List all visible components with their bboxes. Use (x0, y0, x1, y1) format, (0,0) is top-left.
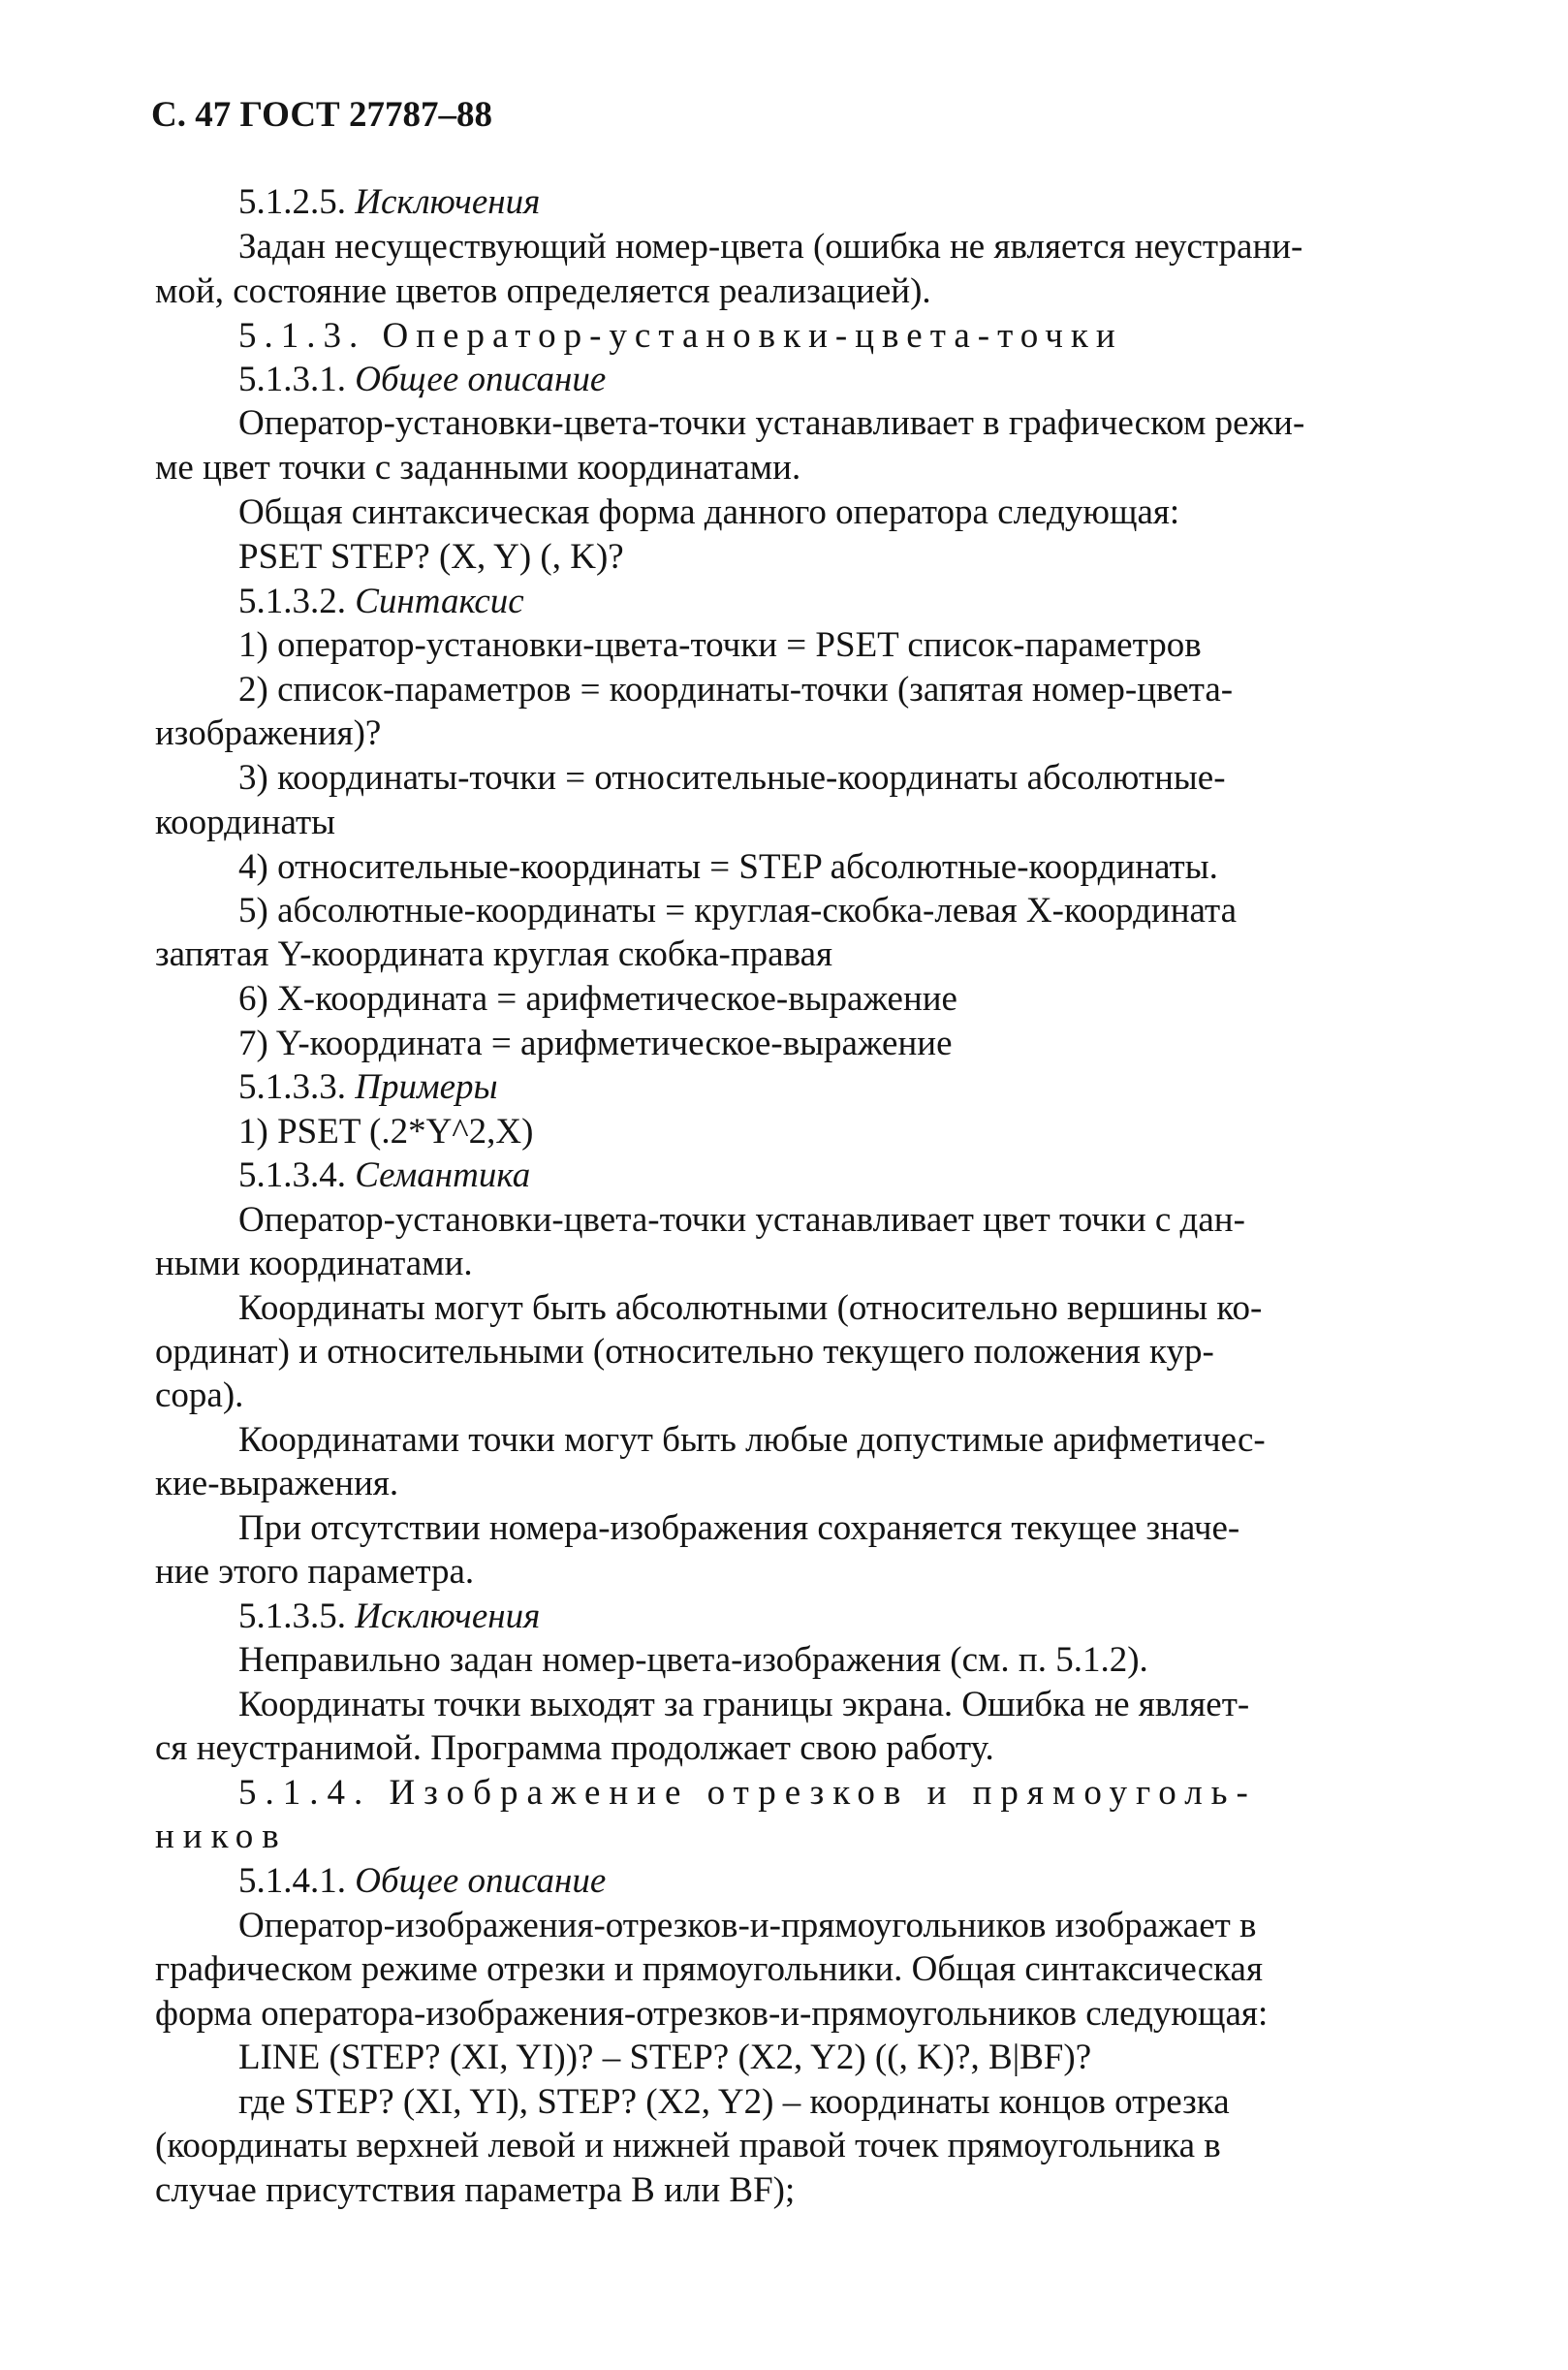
subsection-number: 5.1.3.1. (238, 360, 346, 399)
text-line: ными координатами. (155, 1244, 473, 1283)
section-heading-continuation: ников (155, 1817, 288, 1856)
text-line: При отсутствии номера-изображения сохраняется текущее значе- (238, 1508, 1240, 1548)
text-line: кие-выражения. (155, 1464, 399, 1503)
text-line: ся неустранимой. Программа продолжает свою работу. (155, 1728, 994, 1768)
subsection-number: 5.1.3.3. (238, 1067, 346, 1107)
syntax-rule: 4) относительные-координаты = STEP абсолютные-координаты. (238, 847, 1218, 887)
subsection-5-1-3-5 (238, 1598, 540, 1634)
subsection-number: 5.1.3.2. (238, 582, 346, 621)
subsection-title: Общее описание (355, 1861, 607, 1901)
text-line: изображения)? (155, 713, 382, 753)
text-line: сора). (155, 1375, 244, 1415)
syntax-rule: 3) координаты-точки = относительные-координаты абсолютные- (238, 758, 1226, 798)
text-line: Координаты могут быть абсолютными (относительно вершины ко- (238, 1288, 1263, 1328)
subsection-number: 5.1.3.5. (238, 1596, 346, 1636)
subsection-title: Семантика (355, 1155, 531, 1195)
subsection-5-1-3-3 (238, 1069, 498, 1105)
text-line: Задан несуществующий номер-цвета (ошибка не является неустрани- (238, 227, 1303, 267)
subsection-number: 5.1.2.5. (238, 182, 346, 222)
text-line: Общая синтаксическая форма данного оператора следующая: (238, 492, 1180, 532)
text-line: форма оператора-изображения-отрезков-и-прямоугольников следующая: (155, 1994, 1269, 2034)
subsection-title: Исключения (355, 182, 541, 222)
subsection-number: 5.1.3.4. (238, 1155, 346, 1195)
text-line: ме цвет точки с заданными координатами. (155, 448, 801, 488)
subsection-5-1-3-4 (238, 1157, 530, 1193)
subsection-5-1-2-5 (238, 184, 540, 220)
section-heading-5-1-3: 5.1.3. Оператор-установки-цвета-точки (238, 316, 1123, 356)
syntax-rule: 5) абсолютные-координаты = круглая-скобка-левая X-координата (238, 891, 1238, 931)
text-line: Оператор-установки-цвета-точки устанавливает цвет точки с дан- (238, 1200, 1245, 1240)
syntax-rule: 6) X-координата = арифметическое-выражение (238, 979, 957, 1019)
text-line: ние этого параметра. (155, 1552, 475, 1592)
text-line: мой, состояние цветов определяется реализацией). (155, 271, 931, 311)
subsection-5-1-3-2 (238, 584, 524, 619)
subsection-title: Примеры (355, 1067, 498, 1107)
text-line: Оператор-изображения-отрезков-и-прямоугольников изображает в (238, 1906, 1257, 1945)
text-line: (координаты верхней левой и нижней правой точек прямоугольника в (155, 2126, 1221, 2165)
text-line: ординат) и относительными (относительно текущего положения кур- (155, 1332, 1214, 1372)
page-header: С. 47 ГОСТ 27787–88 (151, 95, 492, 135)
text-line: случае присутствия параметра B или BF); (155, 2170, 796, 2210)
subsection-title: Общее описание (355, 360, 607, 399)
syntax-rule: 7) Y-координата = арифметическое-выражение (238, 1024, 953, 1063)
section-heading-5-1-4: 5.1.4. Изображение отрезков и прямоуголь- (238, 1773, 1257, 1813)
text-line: Координаты точки выходят за границы экрана. Ошибка не являет- (238, 1685, 1250, 1724)
text-line: Оператор-установки-цвета-точки устанавливает в графическом режи- (238, 403, 1305, 443)
syntax-rule: 1) оператор-установки-цвета-точки = PSET список-параметров (238, 625, 1202, 665)
example-line: 1) PSET (.2*Y^2,X) (238, 1112, 534, 1152)
subsection-title: Исключения (355, 1596, 541, 1636)
text-line: графическом режиме отрезки и прямоугольники. Общая синтаксическая (155, 1949, 1263, 1989)
text-line: Неправильно задан номер-цвета-изображения (см. п. 5.1.2). (238, 1640, 1148, 1680)
subsection-5-1-4-1 (238, 1863, 606, 1899)
text-line: Координатами точки могут быть любые допустимые арифметичес- (238, 1420, 1266, 1460)
subsection-title: Синтаксис (355, 582, 524, 621)
text-line: где STEP? (XI, YI), STEP? (X2, Y2) – координаты концов отрезка (238, 2082, 1230, 2122)
syntax-formula: PSET STEP? (X, Y) (, K)? (238, 537, 624, 577)
text-line: запятая Y-координата круглая скобка-правая (155, 934, 833, 974)
syntax-rule: 2) список-параметров = координаты-точки (запятая номер-цвета- (238, 670, 1234, 710)
subsection-5-1-3-1 (238, 362, 606, 397)
subsection-number: 5.1.4.1. (238, 1861, 346, 1901)
syntax-formula: LINE (STEP? (XI, YI))? – STEP? (X2, Y2) ((, K)?, B|BF)? (238, 2038, 1092, 2077)
text-line: координаты (155, 803, 336, 842)
